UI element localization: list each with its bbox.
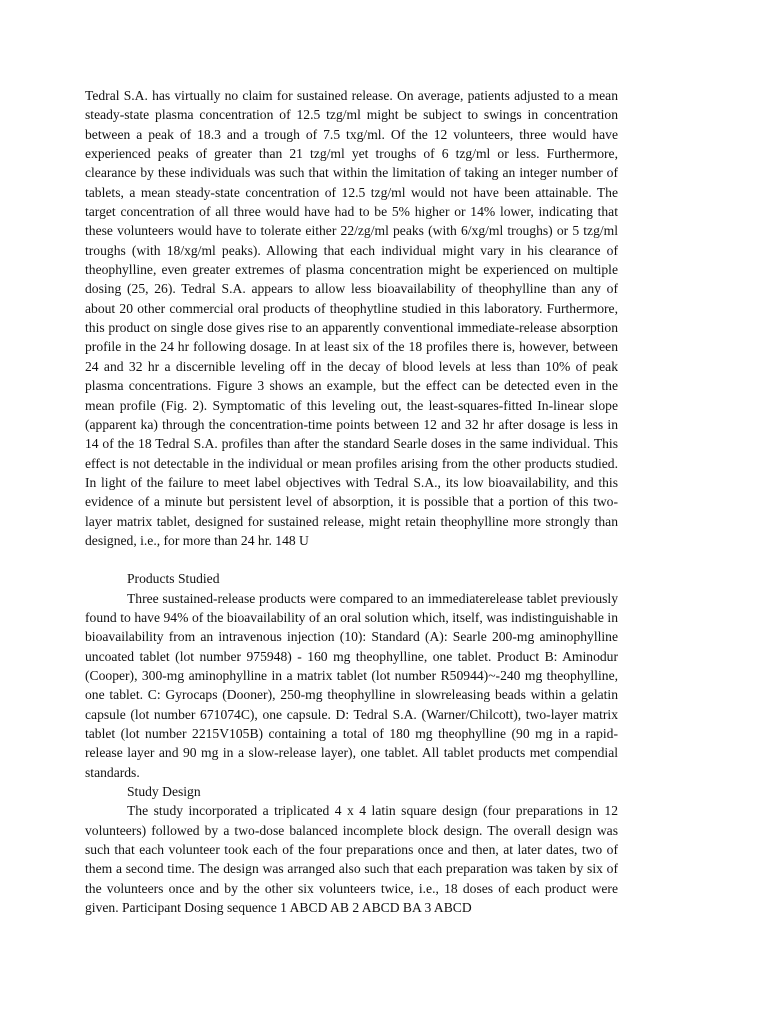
body-paragraph-study-design: The study incorporated a triplicated 4 x 4 latin square design (four preparations in 12 volunteers) followed by a two-dose balanced incomplete block design. The overall design was such that each volunteer took each of the four preparations once and then, at later dates, two of them a second time. The design was arranged also such that each preparation was taken by six of the volunteers once and by the other six volunteers twice, i.e., 18 doses of each product were given. Participant Dosing sequence 1 ABCD AB 2 ABCD BA 3 ABCD bbox=[85, 803, 618, 916]
section-heading-products-studied: Products Studied bbox=[127, 571, 220, 587]
document-page bbox=[85, 86, 618, 917]
body-paragraph-products: Three sustained-release products were compared to an immediaterelease tablet previously found to have 94% of the bioavailability of an oral solution which, itself, was indistinguishable in bioavailability from an intravenous injection (10): Standard (A): Searle 200-mg aminophylline uncoated tablet (lot number 975948) - 160 mg theophylline, one tablet. Product B: Aminodur (Cooper), 300-mg aminophylline in a matrix tablet (lot number R50944)~-240 mg theophylline, one tablet. C: Gyrocaps (Dooner), 250-mg theophylline in slowreleasing beads within a gelatin capsule (lot number 671074C), one capsule. D: Tedral S.A. (Warner/Chilcott), two-layer matrix tablet (lot number 2215V105B) containing a total of 180 mg theophylline (90 mg in a rapid-release layer and 90 mg in a slow-release layer), one tablet. All tablet products met compendial standards. bbox=[85, 590, 618, 780]
body-paragraph-tedral: Tedral S.A. has virtually no claim for sustained release. On average, patients adjusted to a mean steady-state plasma concentration of 12.5 tzg/ml might be subject to swings in concentration between a peak of 18.3 and a trough of 7.5 txg/ml. Of the 12 volunteers, three would have experienced peaks of greater than 21 tzg/ml yet troughs of 6 tzg/ml or less. Furthermore, clearance by these individuals was such that within the limitation of taking an integer number of tablets, a mean steady-state concentration of 12.5 tzg/ml would not have been attainable. The target concentration of all three would have had to be 5% higher or 14% lower, indicating that these volunteers would have to tolerate either 22/zg/ml peaks (with 6/xg/ml troughs) or 5 tzg/ml troughs (with 18/xg/ml peaks). Allowing that each individual might vary in his clearance of theophylline, even greater extremes of plasma concentration might be experienced on multiple dosing (25, 26). Tedral S.A. appears to allow less bioavailability of theophylline than any of about 20 other commercial oral products of theophytline studied in this laboratory. Furthermore, this product on single dose gives rise to an apparently conventional immediate-release absorption profile in the 24 hr following dosage. In at least six of the 18 profiles there is, however, between 24 and 32 hr a discernible leveling off in the decay of blood levels at less than 10% of peak plasma concentrations. Figure 3 shows an example, but the effect can be detected even in the mean profile (Fig. 2). Symptomatic of this leveling out, the least-squares-fitted In-linear slope (apparent ka) through the concentration-time points between 12 and 32 hr after dosage is less in 14 of the 18 Tedral S.A. profiles than after the standard Searle doses in the same individual. This effect is not detectable in the individual or mean profiles arising from the other products studied. In light of the failure to meet label objectives with Tedral S.A., its low bioavailability, and this evidence of a minute but persistent level of absorption, it is possible that a portion of this two-layer matrix tablet, designed for sustained release, might retain theophylline more strongly than designed, i.e., for more than 24 hr. 148 U bbox=[85, 88, 618, 548]
section-heading-study-design: Study Design bbox=[127, 784, 201, 800]
paragraph-spacer bbox=[85, 550, 618, 569]
